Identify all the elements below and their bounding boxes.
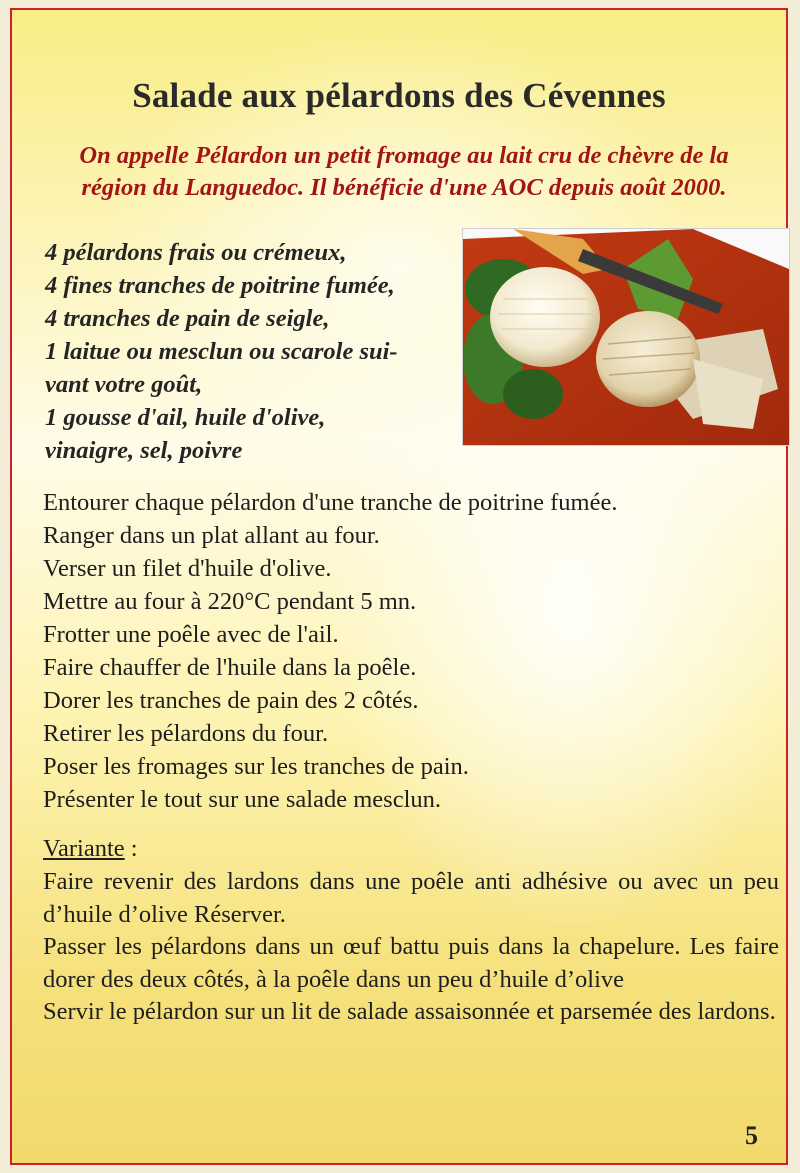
- ingredient-item: 1 laitue ou mesclun ou scarole sui-: [45, 338, 398, 365]
- ingredient-item: 4 fines tranches de poitrine fumée,: [45, 272, 395, 299]
- step-item: Frotter une poêle avec de l'ail.: [43, 621, 339, 648]
- step-item: Faire chauffer de l'huile dans la poêle.: [43, 654, 417, 681]
- page-title: Salade aux pélardons des Cévennes: [132, 76, 666, 115]
- step-item: Dorer les tranches de pain des 2 côtés.: [43, 687, 419, 714]
- step-item: Retirer les pélardons du four.: [43, 720, 329, 747]
- step-item: Présenter le tout sur une salade mesclun.: [43, 786, 442, 813]
- ingredient-item: vant votre goût,: [45, 371, 203, 398]
- variant-text: [43, 866, 779, 1029]
- page-number: 5: [745, 1121, 758, 1150]
- step-item: Mettre au four à 220°C pendant 5 mn.: [43, 588, 417, 615]
- step-list: [43, 486, 783, 816]
- ingredient-item: 1 gousse d'ail, huile d'olive,: [45, 404, 326, 431]
- variant-heading: [43, 832, 138, 865]
- variant-paragraph: Passer les pélardons dans un œuf battu puis dans la chapelure. Les faire dorer des deux côtés, à la poêle dans un peu d’huile d’olive: [43, 933, 779, 993]
- intro-line-1: [52, 140, 756, 172]
- step-item: Verser un filet d'huile d'olive.: [43, 555, 332, 582]
- variant-label: Variante: [43, 835, 125, 862]
- ingredient-item: 4 pélardons frais ou crémeux,: [45, 239, 347, 266]
- step-item: Poser les fromages sur les tranches de pain.: [43, 753, 469, 780]
- intro-text: [52, 140, 756, 204]
- variant-paragraph: Servir le pélardon sur un lit de salade assaisonnée et parsemée des lardons.: [43, 998, 776, 1025]
- intro-line-2: région du Languedoc. Il bénéficie d'une AOC depuis août 2000.: [81, 174, 727, 201]
- step-item: Ranger dans un plat allant au four.: [43, 522, 380, 549]
- intro-rest: un petit fromage au lait cru de chèvre de la: [287, 142, 729, 169]
- ingredient-item: vinaigre, sel, poivre: [45, 437, 243, 464]
- variant-paragraph: Faire revenir des lardons dans une poêle anti adhésive ou avec un peu d’huile d’olive Réserver.: [43, 868, 779, 928]
- intro-lead: On appelle Pélardon: [79, 142, 288, 169]
- variant-colon: :: [124, 835, 138, 862]
- cheese-photo: [462, 228, 790, 446]
- step-item: Entourer chaque pélardon d'une tranche de poitrine fumée.: [43, 489, 618, 516]
- ingredient-item: 4 tranches de pain de seigle,: [45, 305, 330, 332]
- recipe-page: [10, 8, 788, 1165]
- cheese-photo-illustration: [463, 229, 789, 445]
- ingredient-list: [45, 236, 465, 467]
